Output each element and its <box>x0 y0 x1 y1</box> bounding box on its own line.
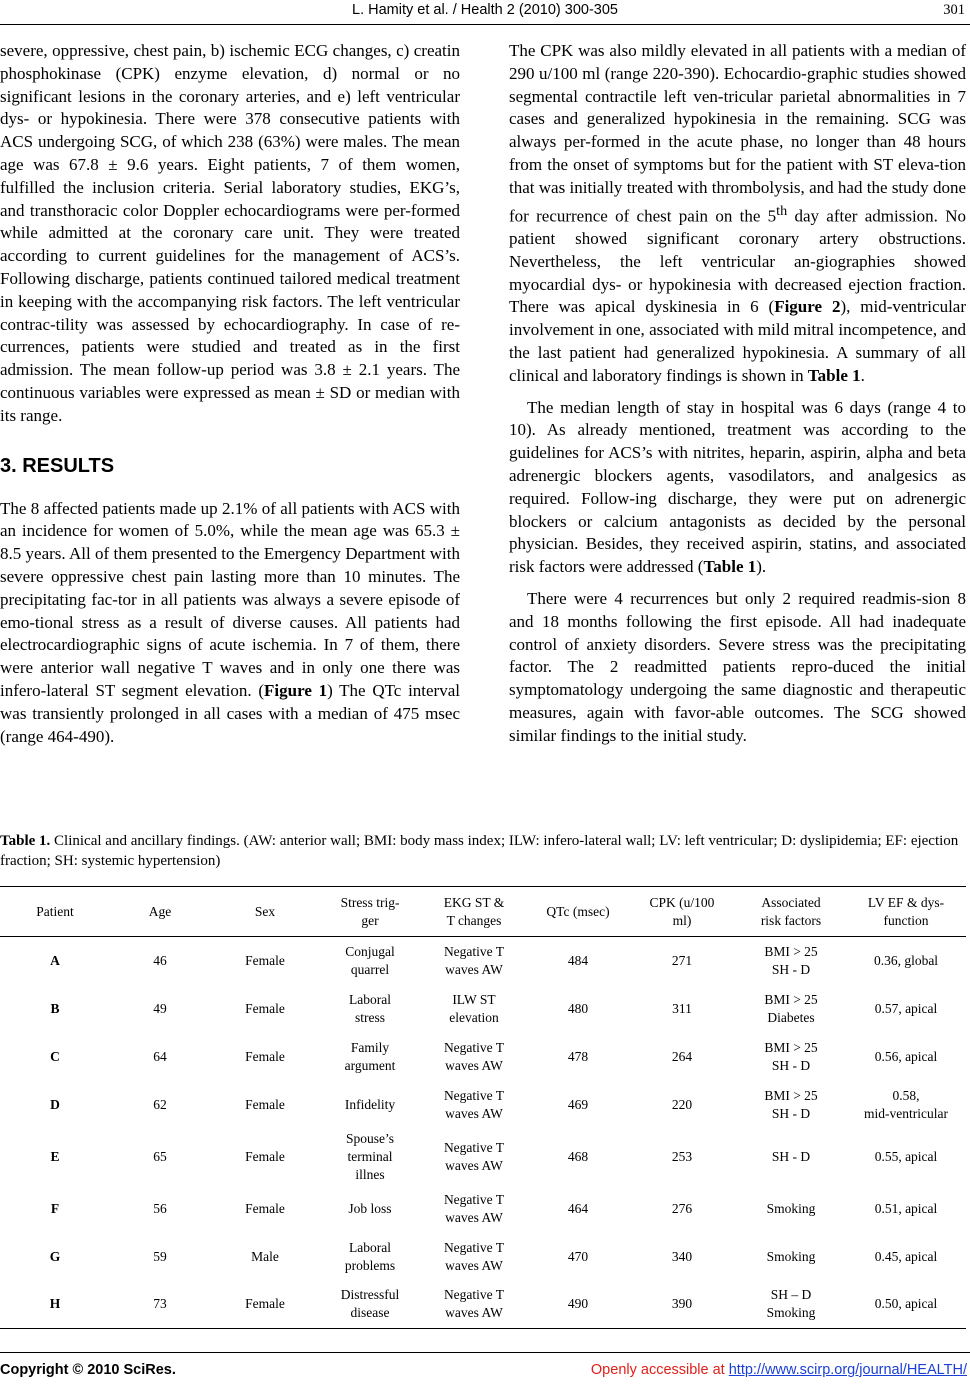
table-caption <box>0 831 968 871</box>
cell-sex: Female <box>245 1000 285 1016</box>
cell-cpk: 311 <box>672 1000 692 1016</box>
cell-stress: Infidelity <box>344 1096 396 1112</box>
right-column <box>509 40 966 748</box>
cpk-text-b: day after admission. No patient showed significant coronary artery obstructions. Nevertheless, the left ventricular an-giographies showed myocardial dys- or hypokinesia with decreased ejection fraction. There was apical dyskinesia in 6 ( <box>509 206 966 317</box>
table-row <box>0 1233 966 1281</box>
findings-table <box>0 886 966 1329</box>
cell-risk: BMI > 25 SH - D <box>764 943 818 977</box>
cpk-text-c: ), mid-ventricular involvement in one, associated with mild mitral incompetence, and the last patient had generalized hypokinesia. A summary of all clinical and laboratory findings is shown in <box>509 297 966 385</box>
stay-paragraph <box>509 397 966 579</box>
cell-stress: Family argument <box>344 1039 396 1073</box>
cell-sex: Male <box>251 1248 279 1264</box>
cell-lv: 0.45, apical <box>874 1248 938 1264</box>
cell-qtc: 470 <box>567 1248 589 1264</box>
header-stress: Stress trig- ger <box>340 894 400 928</box>
stay-text-a: The median length of stay in hospital was 6 days (range 4 to 10). As already mentioned, treatment was according to the guidelines for ACS’s with nitrites, heparin, aspirin, alpha and beta adrenergic blockers agents, vasodilators, and analgesics as required. Follow-ing discharge, they were put on adrenergic blockers or calcium antagonists as decided by the personal physician. Besides, they received aspirin, statins, and associated risk factors were addressed ( <box>509 397 966 577</box>
cell-qtc: 490 <box>567 1296 589 1312</box>
cell-sex: Female <box>245 952 285 968</box>
cell-ekg: Negative T waves AW <box>443 1191 505 1225</box>
cell-lv: 0.55, apical <box>874 1148 938 1164</box>
cell-risk: SH - D <box>771 1148 811 1164</box>
cell-ekg: Negative T waves AW <box>443 1139 505 1173</box>
table-body <box>0 937 966 1329</box>
table-header-row <box>0 887 966 937</box>
cell-patient: E <box>50 1148 60 1164</box>
cell-stress: Laboral problems <box>344 1239 396 1273</box>
cell-risk: SH – D Smoking <box>766 1287 816 1321</box>
cell-lv: 0.50, apical <box>874 1296 938 1312</box>
cell-age: 46 <box>153 952 167 968</box>
cell-patient: F <box>50 1200 60 1216</box>
cell-age: 49 <box>153 1000 167 1016</box>
footer <box>0 1362 970 1384</box>
cell-age: 65 <box>153 1148 167 1164</box>
cell-risk: BMI > 25 SH - D <box>764 1087 818 1121</box>
page-number: 301 <box>943 2 965 18</box>
cell-age: 73 <box>153 1296 167 1312</box>
table-row <box>0 1081 966 1129</box>
cell-age: 59 <box>153 1248 167 1264</box>
cell-ekg: Negative T waves AW <box>443 943 505 977</box>
cell-sex: Female <box>245 1148 285 1164</box>
cell-patient: G <box>49 1248 61 1264</box>
cell-cpk: 271 <box>671 952 693 968</box>
cell-stress: Laboral stress <box>349 991 391 1025</box>
table-row <box>0 1185 966 1233</box>
header-patient: Patient <box>36 903 74 919</box>
cell-patient: A <box>50 952 60 968</box>
cell-risk: BMI > 25 SH - D <box>764 1039 818 1073</box>
cell-stress: Job loss <box>348 1200 392 1216</box>
cell-risk: Smoking <box>766 1248 816 1264</box>
header-risk: Associated risk factors <box>760 894 822 928</box>
cell-stress: Conjugal quarrel <box>345 943 395 977</box>
header-qtc: QTc (msec) <box>546 903 610 919</box>
cell-qtc: 480 <box>567 1000 589 1016</box>
running-header <box>0 2 970 24</box>
cell-lv: 0.51, apical <box>874 1200 938 1216</box>
cpk-text-d: . <box>860 365 865 385</box>
header-age: Age <box>148 903 172 919</box>
cell-cpk: 253 <box>671 1148 693 1164</box>
table-1-ref-2: Table 1 <box>703 557 757 577</box>
table-caption-text: Clinical and ancillary findings. (AW: anterior wall; BMI: body mass index; ILW: infero-lateral wall; LV: left ventricular; D: dyslipidemia; EF: ejection fraction; SH: systemic hypertension) <box>0 833 959 869</box>
cell-stress: Distressful disease <box>340 1287 400 1321</box>
cell-risk: BMI > 25 Diabetes <box>764 991 818 1025</box>
cell-sex: Female <box>245 1096 285 1112</box>
cell-age: 64 <box>153 1048 167 1064</box>
cell-patient: D <box>50 1096 60 1112</box>
cell-lv: 0.57, apical <box>874 1000 938 1016</box>
table-row <box>0 1033 966 1081</box>
running-title: L. Hamity et al. / Health 2 (2010) 300-305 <box>352 2 618 18</box>
cell-qtc: 468 <box>567 1148 589 1164</box>
cell-lv: 0.36, global <box>873 952 939 968</box>
access-text: Openly accessible at <box>590 1362 729 1378</box>
table-row <box>0 985 966 1033</box>
header-sex: Sex <box>254 903 276 919</box>
cpk-paragraph <box>509 40 966 388</box>
left-column <box>0 40 460 748</box>
header-ekg: EKG ST & T changes <box>443 894 505 928</box>
cell-patient: C <box>50 1048 60 1064</box>
cell-patient: B <box>50 1000 60 1016</box>
cell-sex: Female <box>245 1200 285 1216</box>
results-paragraph <box>0 498 460 749</box>
cell-lv: 0.58, mid-ventricular <box>864 1087 948 1121</box>
figure-1-ref: Figure 1 <box>264 680 328 700</box>
cell-ekg: ILW ST elevation <box>449 991 499 1025</box>
figure-2-ref: Figure 2 <box>774 297 841 317</box>
cell-sex: Female <box>245 1048 285 1064</box>
cell-age: 56 <box>153 1200 167 1216</box>
journal-link[interactable]: http://www.scirp.org/journal/HEALTH/ <box>728 1362 967 1378</box>
cell-qtc: 478 <box>567 1048 589 1064</box>
access-notice <box>591 1362 967 1378</box>
cell-cpk: 220 <box>671 1096 693 1112</box>
stay-text-b: ). <box>756 557 767 577</box>
cell-ekg: Negative T waves AW <box>443 1087 505 1121</box>
superscript-th: th <box>776 202 788 219</box>
header-rule <box>0 24 970 25</box>
cell-cpk: 264 <box>671 1048 693 1064</box>
header-lv: LV EF & dys- function <box>867 894 945 928</box>
cell-ekg: Negative T waves AW <box>443 1287 505 1321</box>
table-row <box>0 937 966 985</box>
cell-cpk: 390 <box>671 1296 693 1312</box>
cell-stress: Spouse’s terminal illnes <box>345 1130 394 1182</box>
recurrence-paragraph: There were 4 recurrences but only 2 required readmis-sion 8 and 18 months following the first episode. All had inadequate control of anxiety disorders. Severe stress was the precipitating factor. The 2 readmitted patients repro-duced the initial symptomatology undergoing the same diagnostic and therapeutic measures, again with favor-able outcomes. The SCG showed similar findings to the initial study. <box>509 588 966 745</box>
table-row <box>0 1129 966 1185</box>
cell-age: 62 <box>153 1096 167 1112</box>
cell-lv: 0.56, apical <box>874 1048 938 1064</box>
methods-paragraph: severe, oppressive, chest pain, b) ischemic ECG changes, c) creatin phosphokinase (CPK) enzyme elevation, d) normal or no significant lesions in the coronary arteries, and e) left ventricular dys- or hypokinesia. There were 378 consecutive patients with ACS undergoing SCG, of which 238 (63%) were males. The mean age was 67.8 ± 9.6 years. Eight patients, 7 of them women, fulfilled the inclusion criteria. Serial laboratory studies, EKG’s, and transthoracic color Doppler echocardiograms were per-formed while admitted at the coronary care unit. They were treated according to current guidelines for the management of ACS’s. Following discharge, patients continued tailored medical treatment in keeping with the accompanying risk factors. The left ventricular contrac-tility was assessed by echocardiography. In case of re-currences, patients were studied and treated as in the first admission. The mean follow-up period was 3.8 ± 2.1 years. The continuous variables were expressed as mean ± SD or median with its range. <box>0 41 460 425</box>
header-cpk: CPK (u/100 ml) <box>649 894 715 928</box>
footer-rule <box>0 1352 970 1353</box>
cell-sex: Female <box>245 1296 285 1312</box>
results-heading: 3. RESULTS <box>0 454 115 477</box>
cpk-text-a: The CPK was also mildly elevated in all patients with a median of 290 u/100 ml (range 220-390). Echocardio-graphic studies showed segmental contractile left ven-tricular parietal abnormalities in 7 cases and generalized hypokinesia in the remaining. SCG was always per-formed in the acute phase, no longer than 48 hours from the onset of symptoms but for the patient with ST eleva-tion that was initially treated with thrombolysis, and had the study done for recurrence of chest pain on the 5 <box>509 41 966 226</box>
cell-qtc: 469 <box>567 1096 589 1112</box>
table-1-ref: Table 1 <box>807 365 861 385</box>
copyright-text: Copyright © 2010 SciRes. <box>0 1362 176 1378</box>
cell-qtc: 464 <box>567 1200 589 1216</box>
cell-qtc: 484 <box>567 952 589 968</box>
cell-cpk: 340 <box>671 1248 693 1264</box>
cell-patient: H <box>49 1296 61 1312</box>
results-text-end: ) The QTc interval was transiently prolonged in all cases with a median of 475 msec (range 464-490). <box>0 680 460 746</box>
results-text-start: The 8 affected patients made up 2.1% of all patients with ACS with an incidence for women of 5.0%, while the mean age was 65.3 ± 8.5 years. All of them presented to the Emergency Department with severe oppressive chest pain lasting more than 10 minutes. The precipitating fac-tor in all patients was always a severe episode of emo-tional stress as a result of diverse causes. All patients had electrocardiographic signs of acute ischemia. In 7 of them, there were anterior wall negative T waves and in only one there was infero-lateral ST segment elevation. ( <box>0 498 460 700</box>
cell-ekg: Negative T waves AW <box>443 1239 505 1273</box>
cell-ekg: Negative T waves AW <box>443 1039 505 1073</box>
table-caption-label: Table 1. <box>0 833 51 849</box>
cell-risk: Smoking <box>766 1200 816 1216</box>
cell-cpk: 276 <box>671 1200 693 1216</box>
table-row <box>0 1281 966 1329</box>
